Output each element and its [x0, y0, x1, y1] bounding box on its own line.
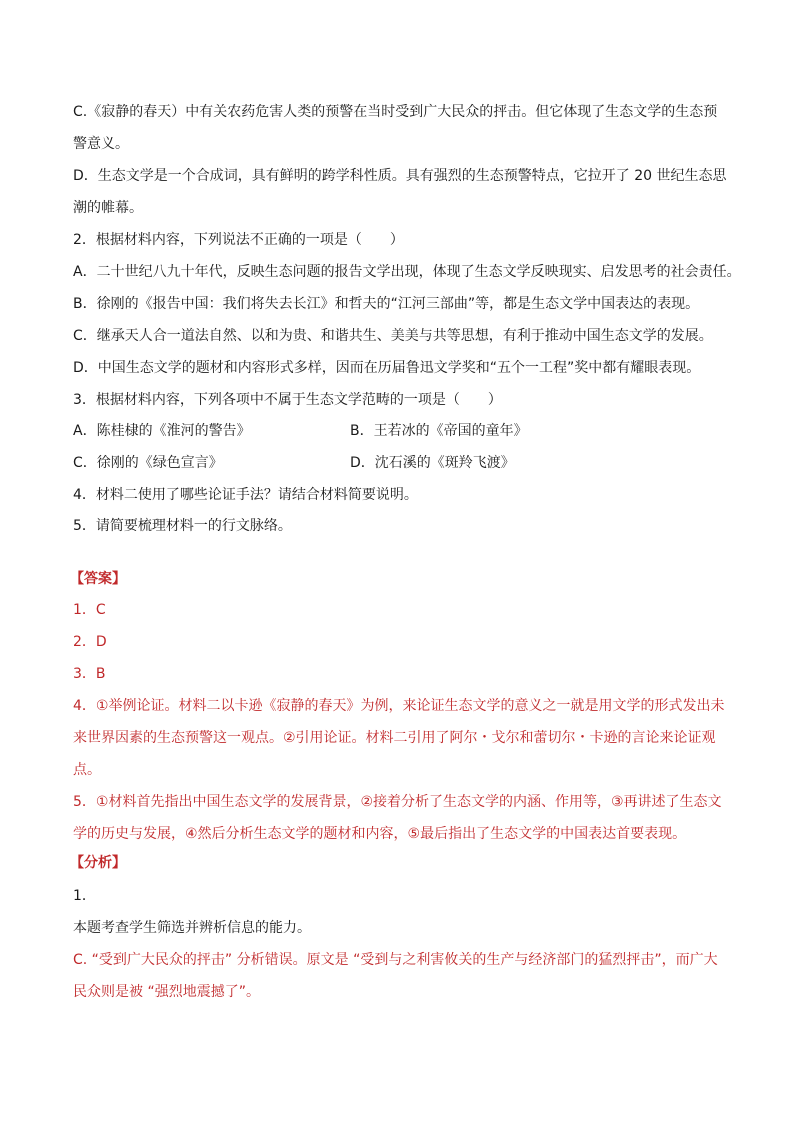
q2-option-d: D．中国生态文学的题材和内容形式多样，因而在历届鲁迅文学奖和“五个一工程”奖中都有耀眼表现。	[73, 360, 701, 376]
q3-stem: 3．根据材料内容，下列各项中不属于生态文学范畴的一项是（ ）	[73, 392, 502, 408]
answer-header: 【答案】	[70, 571, 126, 587]
q1-option-c-line1: C.《寂静的春天）中有关农药危害人类的预警在当时受到广大民众的抨击。但它体现了生态文学的生态预	[73, 104, 718, 120]
q3-option-c: C．徐刚的《绿色宣言》	[73, 455, 223, 471]
q1-option-d-line2: 潮的帷幕。	[73, 200, 143, 216]
answer-2: 2．D	[73, 634, 107, 650]
answer-5-line1: 5．①材料首先指出中国生态文学的发展背景，②接着分析了生态文学的内涵、作用等，③再讲述了生态文	[73, 794, 722, 810]
answer-5-line2: 学的历史与发展，④然后分析生态文学的题材和内容，⑤最后指出了生态文学的中国表达首要表现。	[73, 826, 687, 842]
q3-option-d: D．沈石溪的《斑羚飞渡》	[350, 455, 515, 471]
q3-option-b: B．王若冰的《帝国的童年》	[350, 423, 528, 439]
q4-stem: 4．材料二使用了哪些论证手法？请结合材料简要说明。	[73, 487, 418, 503]
analysis-c-line2: 民众则是被 “强烈地震撼了”。	[73, 984, 260, 1000]
q1-option-d-line1: D．生态文学是一个合成词，具有鲜明的跨学科性质。具有强烈的生态预警特点，它拉开了 20 世纪生态思	[73, 168, 727, 184]
q2-option-c: C．继承天人合一道法自然、以和为贵、和谐共生、美美与共等思想，有利于推动中国生态文学的发展。	[73, 328, 713, 344]
answer-4-line3: 点。	[73, 762, 101, 778]
analysis-header: 【分析】	[70, 855, 126, 871]
analysis-number: 1．	[73, 888, 96, 904]
analysis-c-line1: C. “受到广大民众的抨击” 分析错误。原文是 “受到与之利害攸关的生产与经济部门的猛烈抨击”，而广大	[73, 952, 718, 968]
q2-option-b: B．徐刚的《报告中国：我们将失去长江》和哲夫的“江河三部曲”等，都是生态文学中国表达的表现。	[73, 296, 700, 312]
answer-3: 3．B	[73, 666, 106, 682]
q3-option-a: A．陈桂棣的《淮河的警告》	[73, 423, 251, 439]
answer-1: 1．C	[73, 602, 106, 618]
q2-option-a: A．二十世纪八九十年代，反映生态问题的报告文学出现，体现了生态文学反映现实、启发思考的社会责任。	[73, 264, 741, 280]
answer-4-line2: 来世界因素的生态预警这一观点。②引用论证。材料二引用了阿尔・戈尔和蕾切尔・卡逊的言论来论证观	[73, 730, 716, 746]
answer-4-line1: 4．①举例论证。材料二以卡逊《寂静的春天》为例，来论证生态文学的意义之一就是用文学的形式发出未	[73, 698, 725, 714]
q1-option-c-line2: 警意义。	[73, 136, 129, 152]
q2-stem: 2．根据材料内容，下列说法不正确的一项是（ ）	[73, 232, 404, 248]
analysis-intro: 本题考查学生筛选并辨析信息的能力。	[73, 920, 311, 936]
q5-stem: 5．请简要梳理材料一的行文脉络。	[73, 518, 292, 534]
